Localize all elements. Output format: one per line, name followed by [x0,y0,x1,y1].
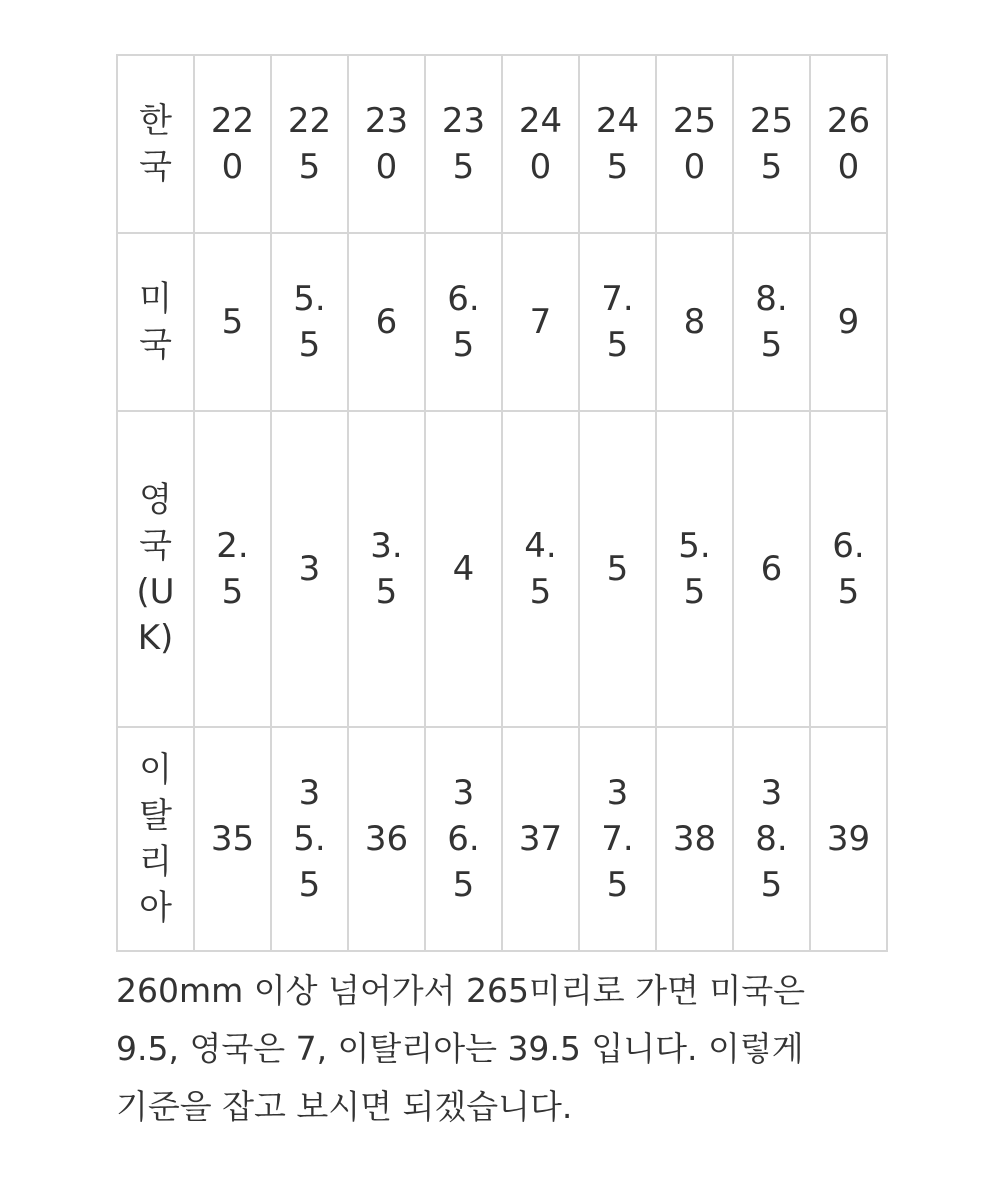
row-header-uk: 영국(UK) [117,411,194,727]
table-cell: 4.5 [502,411,579,727]
table-cell: 6 [348,233,425,411]
table-cell: 8.5 [733,233,810,411]
table-cell: 8 [656,233,733,411]
paragraph-line: 260mm 이상 넘어가서 265미리로 가면 미국은 [116,971,806,1010]
table-cell: 39 [810,727,887,951]
table-cell: 5 [194,233,271,411]
row-header-italy: 이탈리아 [117,727,194,951]
table-cell: 2.5 [194,411,271,727]
table-cell: 245 [579,55,656,233]
table-row-italy [117,727,887,951]
table-cell: 260 [810,55,887,233]
paragraph-line: 9.5, 영국은 7, 이탈리아는 39.5 입니다. 이렇게 [116,1029,804,1068]
table-cell: 220 [194,55,271,233]
table-cell: 9 [810,233,887,411]
table-row-uk [117,411,887,727]
table-cell: 5.5 [656,411,733,727]
table-cell: 37.5 [579,727,656,951]
table-cell: 230 [348,55,425,233]
table-cell: 6.5 [425,233,502,411]
table-cell: 255 [733,55,810,233]
paragraph-line: 기준을 잡고 보시면 되겠습니다. [116,1087,573,1126]
table-cell: 7 [502,233,579,411]
table-cell: 3 [271,411,348,727]
table-cell: 35.5 [271,727,348,951]
table-cell: 6.5 [810,411,887,727]
table-cell: 235 [425,55,502,233]
table-cell: 38 [656,727,733,951]
table-cell: 5 [579,411,656,727]
row-header-korea: 한국 [117,55,194,233]
table-cell: 36.5 [425,727,502,951]
table-cell: 5.5 [271,233,348,411]
table-cell: 7.5 [579,233,656,411]
table-cell: 36 [348,727,425,951]
table-cell: 4 [425,411,502,727]
table-cell: 6 [733,411,810,727]
body-paragraph [116,962,896,1136]
shoe-size-conversion-table [116,54,888,952]
table-cell: 225 [271,55,348,233]
table-cell: 37 [502,727,579,951]
table-cell: 38.5 [733,727,810,951]
table-row-usa [117,233,887,411]
row-header-usa: 미국 [117,233,194,411]
table-cell: 35 [194,727,271,951]
table-row-korea [117,55,887,233]
table-cell: 3.5 [348,411,425,727]
table-cell: 250 [656,55,733,233]
table-cell: 240 [502,55,579,233]
